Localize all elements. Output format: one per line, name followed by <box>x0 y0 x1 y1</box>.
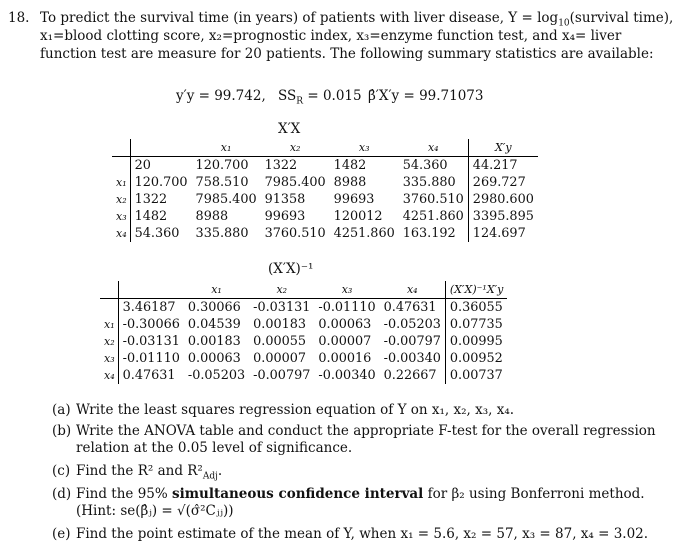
part-c: (c) Find the R² and $R^2_{Adj}$. <box>52 463 223 482</box>
table-row <box>112 174 538 191</box>
vector-cell: 124.697 <box>468 225 538 242</box>
matrix-cell: -0.00340 <box>383 351 441 366</box>
matrix-cell: 120.700 <box>130 174 191 191</box>
matrix-cell: 3760.510 <box>402 192 464 207</box>
matrix-cell: 0.00183 <box>187 334 241 349</box>
row-label: x₁ <box>116 176 127 189</box>
matrix-cell: 0.00007 <box>253 351 307 366</box>
matrix-cell: -0.03131 <box>253 300 311 315</box>
matrix-cell: 3.46187 <box>118 299 184 317</box>
row-label: x₂ <box>116 193 127 206</box>
table-row <box>100 367 507 384</box>
matrix-cell: 1322 <box>264 158 298 173</box>
vector-cell: 0.00737 <box>445 367 507 384</box>
row-label: x₁ <box>104 318 115 331</box>
matrix-cell: 20 <box>130 157 191 175</box>
matrix-cell: 335.880 <box>195 226 249 241</box>
matrix-cell: 99693 <box>333 192 375 207</box>
row-label <box>100 299 118 317</box>
table-row <box>112 208 538 225</box>
table-row <box>112 157 538 175</box>
xtxinv-header-3: x₂ <box>249 281 314 299</box>
part-d-hint: (Hint: se(β̂ⱼ) = √(σ̂²Cⱼⱼ)) <box>76 503 234 519</box>
matrix-cell: 335.880 <box>402 175 456 190</box>
matrix-cell: 7985.400 <box>264 175 326 190</box>
matrix-cell: -0.00340 <box>318 368 376 383</box>
matrix-cell: 1322 <box>130 191 191 208</box>
row-label: x₄ <box>104 369 115 382</box>
table-row <box>100 316 507 333</box>
xtxinv-header-5: x₄ <box>380 281 446 299</box>
part-b-cont: relation at the 0.05 level of significance. <box>76 440 353 456</box>
vector-cell: 2980.600 <box>468 191 538 208</box>
matrix-cell: 4251.860 <box>333 226 395 241</box>
problem-number: 18. <box>8 10 30 26</box>
row-label: x₂ <box>104 335 115 348</box>
matrix-cell: 163.192 <box>402 226 456 241</box>
summary-ssr: $SS_R = 0.015$ <box>278 88 362 107</box>
table-row <box>112 225 538 242</box>
matrix-cell: -0.03131 <box>118 333 184 350</box>
matrix-cell: 0.47631 <box>383 300 437 315</box>
xtxinv-title: (X′X)⁻¹ <box>268 261 314 277</box>
matrix-cell: 0.30066 <box>187 300 241 315</box>
matrix-cell: -0.05203 <box>383 317 441 332</box>
matrix-cell: -0.01110 <box>118 350 184 367</box>
table-row <box>100 299 507 317</box>
summary-bxy: β̂′X′y = 99.71073 <box>368 88 484 104</box>
matrix-cell: -0.30066 <box>118 316 184 333</box>
row-label <box>112 157 130 175</box>
matrix-cell: 0.00016 <box>318 351 372 366</box>
matrix-cell: 120012 <box>333 209 383 224</box>
matrix-cell: -0.05203 <box>187 368 246 383</box>
matrix-cell: 758.510 <box>195 175 249 190</box>
xtx-header-4: x₃ <box>330 139 399 157</box>
matrix-cell: -0.00797 <box>383 334 441 349</box>
summary-yty: y′y = 99.742, <box>176 88 266 104</box>
part-b: (b) Write the ANOVA table and conduct the appropriate F-test for the overall regression <box>52 423 656 439</box>
part-e: (e) Find the point estimate of the mean of Y, when x₁ = 5.6, x₂ = 57, x₃ = 87, x₄ = 3.02. <box>52 526 649 542</box>
vector-cell: 0.07735 <box>445 316 507 333</box>
problem-line-3: function test are measure for 20 patients. The following summary statistics are available: <box>40 46 654 62</box>
vector-cell: 3395.895 <box>468 208 538 225</box>
xtx-header-5: x₄ <box>399 139 469 157</box>
row-label: x₄ <box>116 227 127 240</box>
matrix-cell: 0.22667 <box>383 368 437 383</box>
xtxinv-header-6: (X′X)⁻¹X′y <box>445 281 507 299</box>
table-row <box>100 333 507 350</box>
matrix-cell: 0.00007 <box>318 334 372 349</box>
matrix-cell: 54.360 <box>402 158 448 173</box>
xtxinv-header-2: x₁ <box>184 281 249 299</box>
xtx-header-0 <box>112 139 130 157</box>
vector-cell: 44.217 <box>468 157 538 175</box>
table-row <box>112 191 538 208</box>
matrix-cell: 0.04539 <box>187 317 241 332</box>
matrix-cell: 1482 <box>333 158 367 173</box>
problem-line-1: To predict the survival time (in years) of patients with liver disease, $Y = \log_{10}(survival$ time), <box>40 10 673 29</box>
matrix-cell: 3760.510 <box>264 226 326 241</box>
matrix-cell: -0.01110 <box>318 300 376 315</box>
part-a: (a) Write the least squares regression equation of Y on x₁, x₂, x₃, x₄. <box>52 402 515 418</box>
matrix-cell: 0.00055 <box>253 334 307 349</box>
xtxinv-header-0 <box>100 281 118 299</box>
vector-cell: 0.00952 <box>445 350 507 367</box>
matrix-cell: 4251.860 <box>402 209 464 224</box>
problem-line-2: x₁=blood clotting score, x₂=prognostic index, x₃=enzyme function test, and x₄= liver <box>40 28 622 44</box>
xtx-title: X′X <box>278 121 301 137</box>
row-label: x₃ <box>104 352 115 365</box>
matrix-cell: 0.00063 <box>318 317 372 332</box>
matrix-cell: 7985.400 <box>195 192 257 207</box>
row-label: x₃ <box>116 210 127 223</box>
vector-cell: 269.727 <box>468 174 538 191</box>
xtx-header-3: x₂ <box>261 139 330 157</box>
part-d: (d) Find the 95% simultaneous confidence interval for β₂ using Bonferroni method. <box>52 486 645 502</box>
xtx-header-2: x₁ <box>192 139 261 157</box>
xtx-matrix <box>112 139 538 242</box>
xtx-header-1 <box>130 139 191 157</box>
vector-cell: 0.36055 <box>445 299 507 317</box>
matrix-cell: -0.00797 <box>253 368 311 383</box>
matrix-cell: 0.47631 <box>118 367 184 384</box>
xtxinv-header-4: x₃ <box>314 281 379 299</box>
matrix-cell: 91358 <box>264 192 306 207</box>
matrix-cell: 0.00063 <box>187 351 241 366</box>
xtxinv-header-1 <box>118 281 184 299</box>
matrix-cell: 8988 <box>333 175 367 190</box>
matrix-cell: 8988 <box>195 209 229 224</box>
table-row <box>100 350 507 367</box>
xtx-header-6: X′y <box>468 139 538 157</box>
matrix-cell: 0.00183 <box>253 317 307 332</box>
xtxinv-matrix <box>100 281 507 384</box>
matrix-cell: 120.700 <box>195 158 249 173</box>
matrix-cell: 1482 <box>130 208 191 225</box>
matrix-cell: 54.360 <box>130 225 191 242</box>
vector-cell: 0.00995 <box>445 333 507 350</box>
matrix-cell: 99693 <box>264 209 306 224</box>
